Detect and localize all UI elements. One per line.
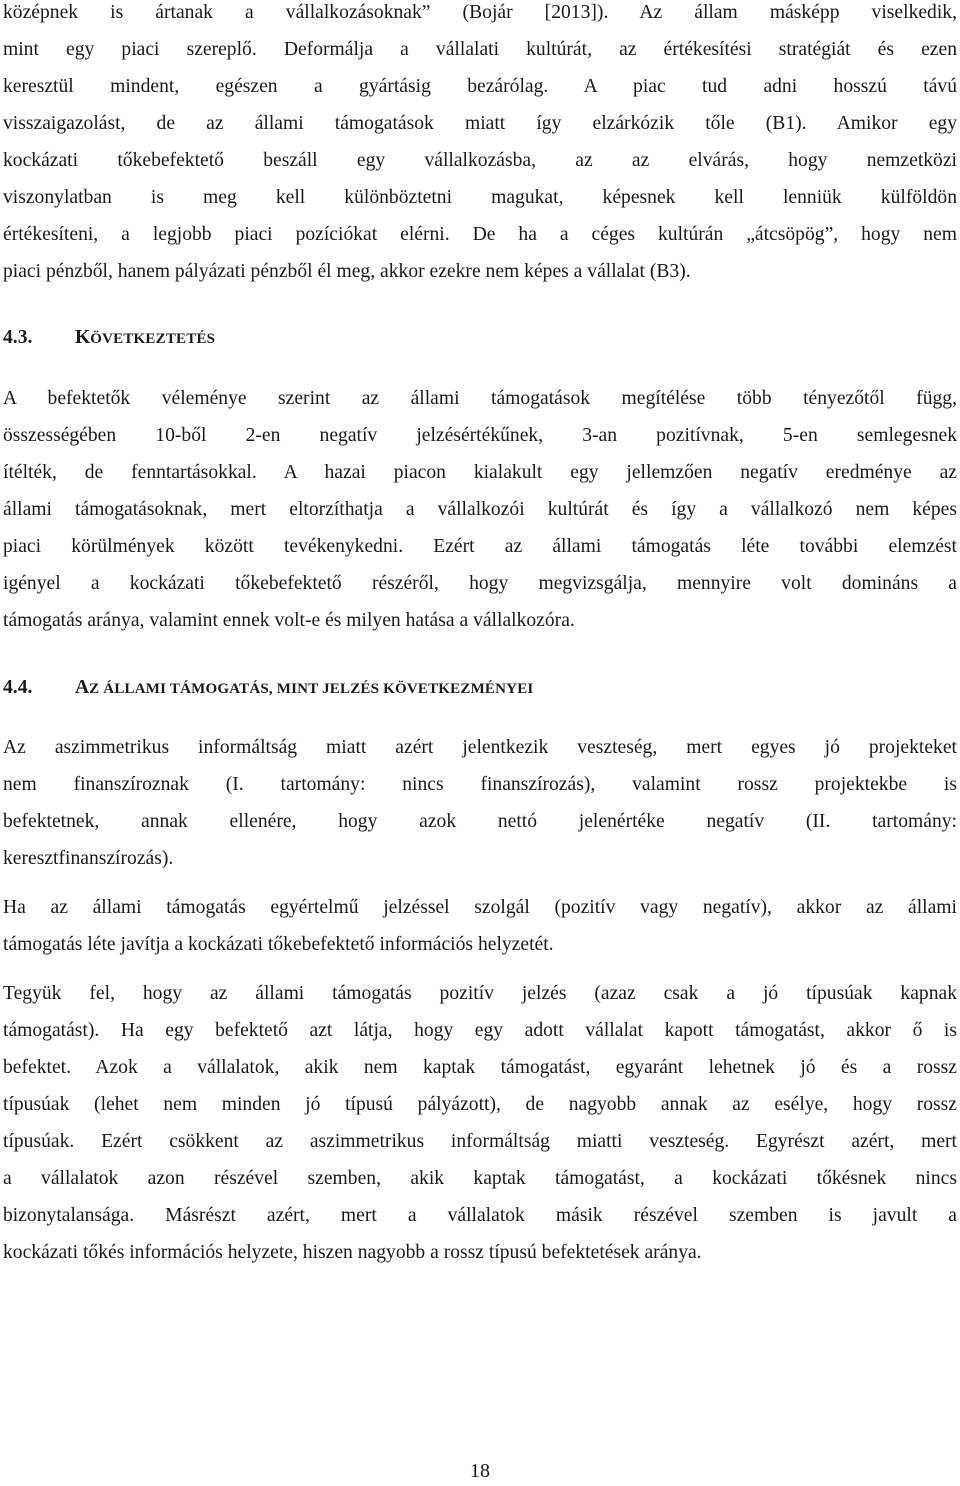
text-line: bizonytalansága. Másrészt azért, mert a vállalatok másik részével szemben is javult a xyxy=(3,1205,957,1226)
text-line: ítélték, de fenntartásokkal. A hazai piacon kialakult egy jellemzően negatív eredménye az xyxy=(3,462,957,483)
text-line: középnek is ártanak a vállalkozásoknak” (Bojár [2013]). Az állam másképp viselkedik, xyxy=(3,2,957,23)
text-line: igényel a kockázati tőkebefektető részéről, hogy megvizsgálja, mennyire volt domináns a xyxy=(3,573,957,594)
section-heading-4-3 xyxy=(3,323,957,353)
paragraph-asymmetric-information xyxy=(3,729,957,877)
text-line: mint egy piaci szereplő. Deformálja a vállalati kultúrát, az értékesítési stratégiát és ezen xyxy=(3,39,957,60)
text-line: nem finanszíroznak (I. tartomány: nincs finanszírozás), valamint rossz projektekbe is xyxy=(3,774,957,795)
paragraph-state-culture xyxy=(3,0,957,290)
text-line: Az aszimmetrikus informáltság miatt azért jelentkezik veszteség, mert egyes jó projekteket xyxy=(3,737,957,758)
text-line: Tegyük fel, hogy az állami támogatás pozitív jelzés (azaz csak a jó típusúak kapnak xyxy=(3,983,957,1004)
section-number: 4.3. xyxy=(3,327,33,348)
text-line: visszaigazolást, de az állami támogatások miatt így elzárkózik tőle (B1). Amikor egy xyxy=(3,113,957,134)
text-line: támogatás aránya, valamint ennek volt-e és milyen hatása a vállalkozóra. xyxy=(3,610,575,631)
paragraph-positive-signal xyxy=(3,975,957,1271)
section-heading-4-4 xyxy=(3,673,957,703)
text-line: befektetnek, annak ellenére, hogy azok nettó jelenértéke negatív (II. tartomány: xyxy=(3,811,957,832)
text-line: típusúak. Ezért csökkent az aszimmetrikus informáltság miatti veszteség. Egyrészt azért, mert xyxy=(3,1131,957,1152)
text-line: támogatás léte javítja a kockázati tőkebefektető információs helyzetét. xyxy=(3,934,554,955)
section-title-initial: K xyxy=(75,327,91,348)
text-line: kockázati tőkés információs helyzete, hiszen nagyobb a rossz típusú befektetések aránya. xyxy=(3,1242,702,1263)
text-line: viszonylatban is meg kell különböztetni magukat, képesnek kell lenniük külföldön xyxy=(3,187,957,208)
text-line: keresztfinanszírozás). xyxy=(3,848,174,869)
section-title-initial: A xyxy=(75,677,90,698)
section-title-rest: ÖVETKEZTETÉS xyxy=(90,331,216,347)
page-number: 18 xyxy=(470,1460,490,1482)
section-number: 4.4. xyxy=(3,677,33,698)
section-title-rest: Z ÁLLAMI TÁMOGATÁS, MINT JELZÉS KÖVETKEZMÉNYEI xyxy=(89,681,534,697)
text-line: befektet. Azok a vállalatok, akik nem kaptak támogatást, egyaránt lehetnek jó és a rossz xyxy=(3,1057,957,1078)
text-line: Ha az állami támogatás egyértelmű jelzéssel szolgál (pozitív vagy negatív), akkor az állami xyxy=(3,897,957,918)
text-line: kockázati tőkebefektető beszáll egy vállalkozásba, az az elvárás, hogy nemzetközi xyxy=(3,150,957,171)
text-line: támogatást). Ha egy befektető azt látja, hogy egy adott vállalat kapott támogatást, akkor ő is xyxy=(3,1020,957,1041)
paragraph-conclusion xyxy=(3,380,957,639)
text-line: keresztül mindent, egészen a gyártásig bezárólag. A piac tud adni hosszú távú xyxy=(3,76,957,97)
text-line: állami támogatásoknak, mert eltorzíthatja a vállalkozói kultúrát és így a vállalkozó nem képes xyxy=(3,499,957,520)
text-line: piaci pénzből, hanem pályázati pénzből él meg, akkor ezekre nem képes a vállalat (B3). xyxy=(3,261,691,282)
paragraph-clear-signal xyxy=(3,889,957,963)
text-line: a vállalatok azon részével szemben, akik kaptak támogatást, a kockázati tőkésnek nincs xyxy=(3,1168,957,1189)
text-line: típusúak (lehet nem minden jó típusú pályázott), de nagyobb annak az esélye, hogy rossz xyxy=(3,1094,957,1115)
text-line: piaci körülmények között tevékenykedni. Ezért az állami támogatás léte további elemzést xyxy=(3,536,957,557)
text-line: értékesíteni, a legjobb piaci pozíciókat elérni. De ha a céges kultúrán „átcsöpög”, hogy nem xyxy=(3,224,957,245)
text-line: A befektetők véleménye szerint az állami támogatások megítélése több tényezőtől függ, xyxy=(3,388,957,409)
text-line: összességében 10-ből 2-en negatív jelzésértékűnek, 3-an pozitívnak, 5-en semlegesnek xyxy=(3,425,957,446)
